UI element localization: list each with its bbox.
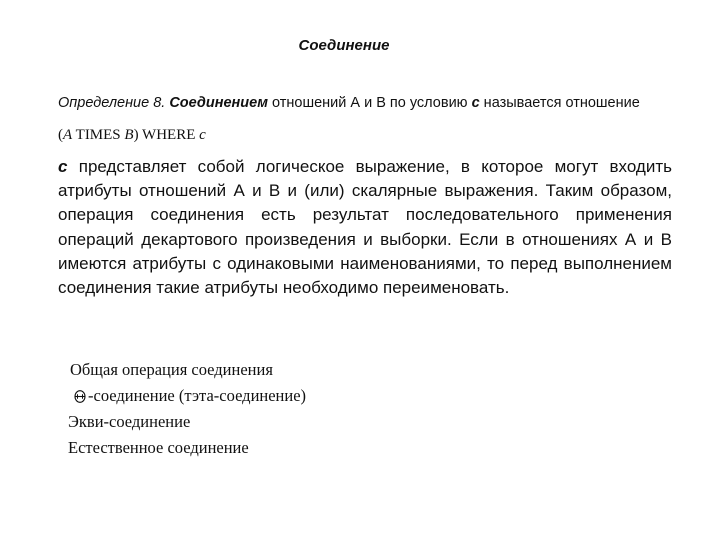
formula-times: TIMES <box>72 127 125 143</box>
formula-open: ( <box>58 127 63 143</box>
definition-line <box>58 95 718 111</box>
definition-text-after: называется отношение <box>479 95 640 111</box>
operation-natural-label: Естественное соединение <box>68 438 249 457</box>
operation-general <box>68 357 306 383</box>
definition-term: Соединением <box>169 95 268 111</box>
explanation-paragraph <box>58 155 672 300</box>
operation-theta-label: -соединение (тэта-соединение) <box>88 386 307 405</box>
paragraph-text: представляет собой логическое выражение, в которое могут входить атрибуты отношений А и В и (или) скалярные выражения. Таким образом, операция соединения есть результат последовательного применения операций декартового произведения и выборки. Если в отношениях А и В имеются атрибуты с одинаковыми наименованиями, то перед выполнением соединения такие атрибуты необходимо переименовать. <box>58 157 672 298</box>
operations-list <box>68 357 306 461</box>
definition-text-before: отношений А и В по условию <box>267 95 472 111</box>
operation-equi-label: Экви-соединение <box>68 412 191 431</box>
paragraph-lead: c <box>58 157 68 176</box>
page-title <box>0 37 720 54</box>
formula-a: A <box>63 127 73 143</box>
theta-symbol-icon <box>74 390 86 403</box>
formula-close: ) WHERE <box>133 127 200 143</box>
definition-condition: c <box>471 95 480 111</box>
formula-b: B <box>124 127 134 143</box>
formula-c: c <box>199 127 206 143</box>
formula-line <box>58 127 206 144</box>
operation-natural <box>68 435 306 461</box>
page-title-text: Соединение <box>298 37 390 54</box>
operation-equi <box>68 409 306 435</box>
definition-prefix: Определение 8. <box>58 95 166 111</box>
operation-theta <box>68 383 306 409</box>
operation-general-label: Общая операция соединения <box>70 360 273 379</box>
